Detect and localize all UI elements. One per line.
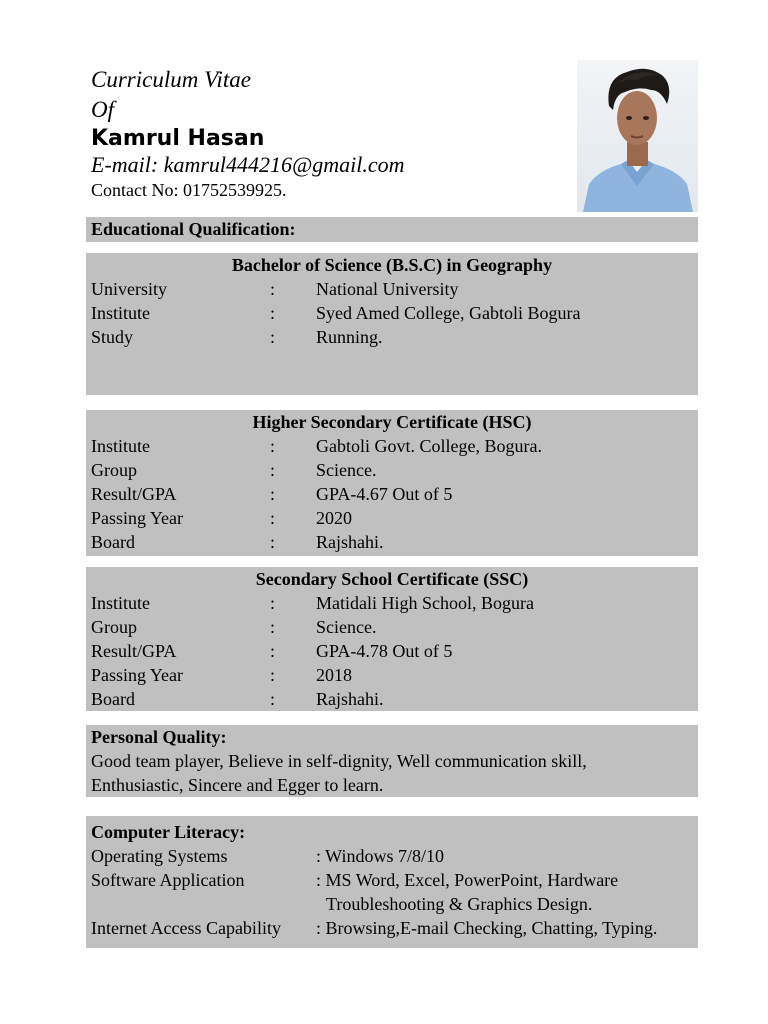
ssc-row-institute xyxy=(86,591,698,615)
computer-literacy-section xyxy=(86,816,698,948)
cv-title: Curriculum Vitae xyxy=(91,67,251,92)
row-separator: : xyxy=(270,593,276,613)
bsc-row-university xyxy=(86,277,698,301)
literacy-row-software-continued xyxy=(86,892,698,916)
row-label: Institute xyxy=(91,303,150,323)
row-label: Group xyxy=(91,460,137,480)
row-separator: : xyxy=(270,617,276,637)
personal-quality-section xyxy=(86,725,698,797)
candidate-email: E-mail: kamrul444216@gmail.com xyxy=(91,152,405,177)
computer-literacy-heading: Computer Literacy: xyxy=(91,822,246,842)
row-separator: : xyxy=(270,484,276,504)
row-separator: : xyxy=(270,436,276,456)
row-label: Board xyxy=(91,689,135,709)
literacy-row-os xyxy=(86,844,698,868)
row-value: : Browsing,E-mail Checking, Chatting, Typing. xyxy=(316,918,658,938)
row-separator: : xyxy=(270,460,276,480)
bsc-title: Bachelor of Science (B.S.C) in Geography xyxy=(231,255,553,275)
bsc-section xyxy=(86,253,698,395)
hsc-title: Higher Secondary Certificate (HSC) xyxy=(252,412,532,432)
row-value: Science. xyxy=(316,617,377,637)
profile-photo xyxy=(577,60,698,212)
row-value: Science. xyxy=(316,460,377,480)
row-separator: : xyxy=(270,279,276,299)
row-separator: : xyxy=(270,327,276,347)
hsc-row-institute xyxy=(86,434,698,458)
row-value: National University xyxy=(316,279,459,299)
row-label: Institute xyxy=(91,593,150,613)
ssc-title: Secondary School Certificate (SSC) xyxy=(255,569,529,589)
row-separator: : xyxy=(270,303,276,323)
candidate-contact: Contact No: 01752539925. xyxy=(91,180,287,200)
personal-quality-line: Enthusiastic, Sincere and Egger to learn. xyxy=(91,775,384,795)
ssc-row-board xyxy=(86,687,698,711)
ssc-row-passing-year xyxy=(86,663,698,687)
row-label: Internet Access Capability xyxy=(91,918,281,938)
ssc-row-result xyxy=(86,639,698,663)
row-value: Gabtoli Govt. College, Bogura. xyxy=(316,436,542,456)
row-value: 2018 xyxy=(316,665,352,685)
row-label: Passing Year xyxy=(91,508,184,528)
row-value: GPA-4.78 Out of 5 xyxy=(316,641,453,661)
row-value: 2020 xyxy=(316,508,352,528)
row-label: Result/GPA xyxy=(91,484,177,504)
row-value: Rajshahi. xyxy=(316,689,384,709)
row-label: Study xyxy=(91,327,134,347)
personal-quality-line: Good team player, Believe in self-dignity, Well communication skill, xyxy=(91,751,587,771)
personal-quality-heading: Personal Quality: xyxy=(91,727,227,747)
bsc-row-institute xyxy=(86,301,698,325)
row-separator: : xyxy=(270,532,276,552)
row-value: GPA-4.67 Out of 5 xyxy=(316,484,453,504)
ssc-section xyxy=(86,567,698,711)
row-value: Rajshahi. xyxy=(316,532,384,552)
row-separator: : xyxy=(270,641,276,661)
cv-title-of: Of xyxy=(91,97,114,122)
row-separator: : xyxy=(270,665,276,685)
row-value: Running. xyxy=(316,327,383,347)
literacy-row-software xyxy=(86,868,698,892)
profile-photo-image xyxy=(577,60,698,212)
hsc-section xyxy=(86,410,698,556)
candidate-name: Kamrul Hasan xyxy=(91,126,265,151)
hsc-row-group xyxy=(86,458,698,482)
row-label: Result/GPA xyxy=(91,641,177,661)
row-label: University xyxy=(91,279,167,299)
row-value: Syed Amed College, Gabtoli Bogura xyxy=(316,303,581,323)
row-label: Group xyxy=(91,617,137,637)
row-label: Operating Systems xyxy=(91,846,228,866)
bsc-row-study xyxy=(86,325,698,349)
ssc-row-group xyxy=(86,615,698,639)
row-separator: : xyxy=(270,689,276,709)
row-label: Institute xyxy=(91,436,150,456)
education-heading: Educational Qualification: xyxy=(91,219,296,239)
literacy-row-internet xyxy=(86,916,698,940)
row-label: Passing Year xyxy=(91,665,184,685)
row-value: Matidali High School, Bogura xyxy=(316,593,534,613)
row-value: Troubleshooting & Graphics Design. xyxy=(326,894,593,914)
education-heading-bar xyxy=(86,217,698,242)
row-label: Software Application xyxy=(91,870,245,890)
row-value: : MS Word, Excel, PowerPoint, Hardware xyxy=(316,870,619,890)
hsc-row-board xyxy=(86,530,698,554)
row-value: : Windows 7/8/10 xyxy=(316,846,444,866)
hsc-row-result xyxy=(86,482,698,506)
row-separator: : xyxy=(270,508,276,528)
row-label: Board xyxy=(91,532,135,552)
hsc-row-passing-year xyxy=(86,506,698,530)
